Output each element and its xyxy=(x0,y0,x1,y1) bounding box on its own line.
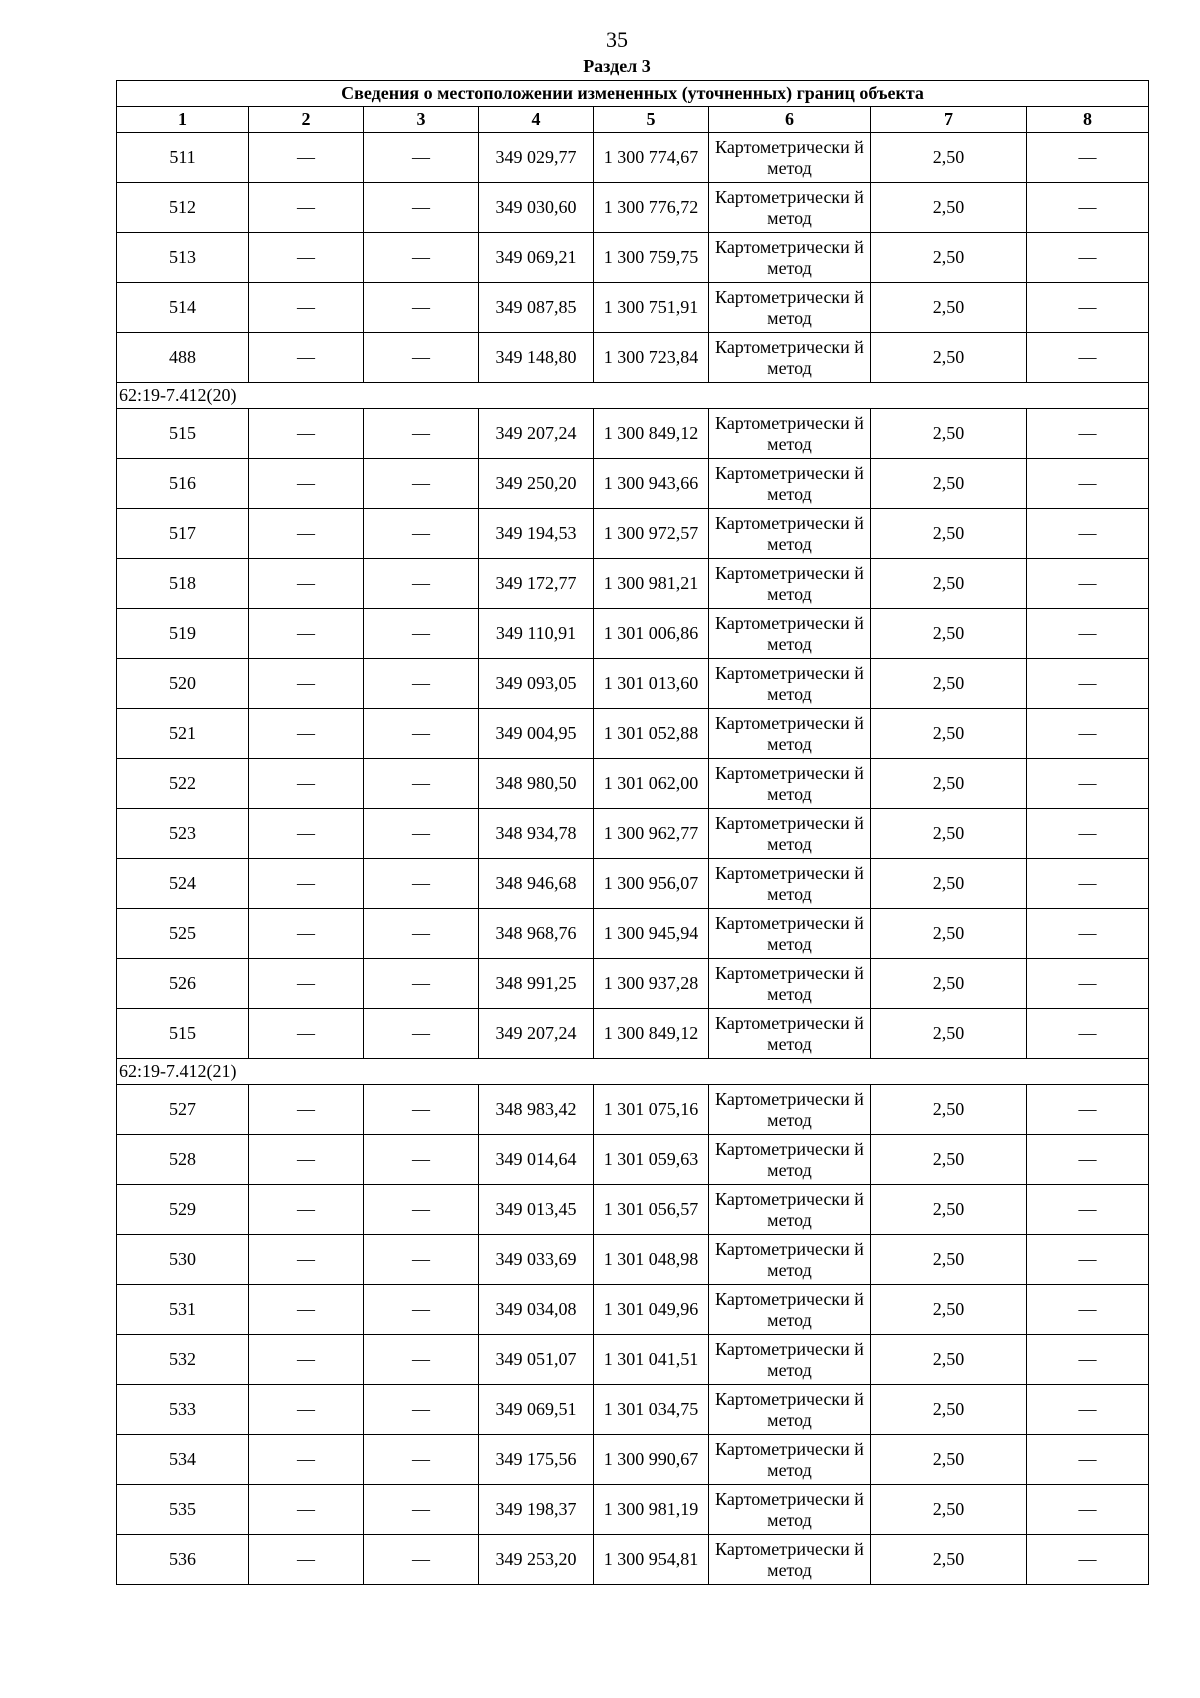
method-cell: Картометрически й метод xyxy=(709,333,871,383)
y-coordinate-cell: 1 300 937,28 xyxy=(594,959,709,1009)
col8-cell: — xyxy=(1027,859,1149,909)
col2-cell: — xyxy=(249,909,364,959)
point-number-cell: 513 xyxy=(117,233,249,283)
y-coordinate-cell: 1 300 849,12 xyxy=(594,409,709,459)
point-number-cell: 531 xyxy=(117,1285,249,1335)
accuracy-cell: 2,50 xyxy=(871,1485,1027,1535)
point-number-cell: 514 xyxy=(117,283,249,333)
table-row xyxy=(117,1135,1149,1185)
col2-cell: — xyxy=(249,133,364,183)
col3-cell: — xyxy=(364,1185,479,1235)
point-number-cell: 517 xyxy=(117,509,249,559)
y-coordinate-cell: 1 300 943,66 xyxy=(594,459,709,509)
table-row xyxy=(117,333,1149,383)
point-number-cell: 530 xyxy=(117,1235,249,1285)
x-coordinate-cell: 349 034,08 xyxy=(479,1285,594,1335)
method-cell: Картометрически й метод xyxy=(709,759,871,809)
table-row xyxy=(117,409,1149,459)
accuracy-cell: 2,50 xyxy=(871,1235,1027,1285)
accuracy-cell: 2,50 xyxy=(871,1285,1027,1335)
col2-cell: — xyxy=(249,959,364,1009)
method-cell: Картометрически й метод xyxy=(709,859,871,909)
y-coordinate-cell: 1 300 981,21 xyxy=(594,559,709,609)
y-coordinate-cell: 1 300 945,94 xyxy=(594,909,709,959)
method-cell: Картометрически й метод xyxy=(709,1285,871,1335)
method-cell: Картометрически й метод xyxy=(709,709,871,759)
x-coordinate-cell: 349 207,24 xyxy=(479,1009,594,1059)
col3-cell: — xyxy=(364,559,479,609)
method-cell: Картометрически й метод xyxy=(709,233,871,283)
col3-cell: — xyxy=(364,183,479,233)
method-cell: Картометрически й метод xyxy=(709,959,871,1009)
x-coordinate-cell: 349 194,53 xyxy=(479,509,594,559)
col8-cell: — xyxy=(1027,659,1149,709)
col2-cell: — xyxy=(249,609,364,659)
col2-cell: — xyxy=(249,1235,364,1285)
x-coordinate-cell: 349 051,07 xyxy=(479,1335,594,1385)
col8-cell: — xyxy=(1027,1535,1149,1585)
col2-cell: — xyxy=(249,659,364,709)
accuracy-cell: 2,50 xyxy=(871,1435,1027,1485)
accuracy-cell: 2,50 xyxy=(871,1009,1027,1059)
point-number-cell: 524 xyxy=(117,859,249,909)
table-row xyxy=(117,183,1149,233)
col8-cell: — xyxy=(1027,333,1149,383)
method-cell: Картометрически й метод xyxy=(709,1085,871,1135)
x-coordinate-cell: 349 013,45 xyxy=(479,1185,594,1235)
column-number-6: 6 xyxy=(709,107,871,133)
table-row xyxy=(117,1485,1149,1535)
point-number-cell: 515 xyxy=(117,1009,249,1059)
x-coordinate-cell: 349 175,56 xyxy=(479,1435,594,1485)
point-number-cell: 523 xyxy=(117,809,249,859)
accuracy-cell: 2,50 xyxy=(871,859,1027,909)
table-row xyxy=(117,283,1149,333)
col3-cell: — xyxy=(364,1435,479,1485)
x-coordinate-cell: 349 069,51 xyxy=(479,1385,594,1435)
point-number-cell: 532 xyxy=(117,1335,249,1385)
point-number-cell: 521 xyxy=(117,709,249,759)
accuracy-cell: 2,50 xyxy=(871,809,1027,859)
col3-cell: — xyxy=(364,133,479,183)
col3-cell: — xyxy=(364,333,479,383)
col3-cell: — xyxy=(364,809,479,859)
column-number-4: 4 xyxy=(479,107,594,133)
col3-cell: — xyxy=(364,509,479,559)
col8-cell: — xyxy=(1027,1235,1149,1285)
method-cell: Картометрически й метод xyxy=(709,559,871,609)
point-number-cell: 512 xyxy=(117,183,249,233)
x-coordinate-cell: 349 004,95 xyxy=(479,709,594,759)
col8-cell: — xyxy=(1027,1285,1149,1335)
point-number-cell: 520 xyxy=(117,659,249,709)
point-number-cell: 488 xyxy=(117,333,249,383)
col2-cell: — xyxy=(249,183,364,233)
y-coordinate-cell: 1 300 972,57 xyxy=(594,509,709,559)
col8-cell: — xyxy=(1027,459,1149,509)
col8-cell: — xyxy=(1027,283,1149,333)
table-row xyxy=(117,559,1149,609)
col8-cell: — xyxy=(1027,609,1149,659)
col2-cell: — xyxy=(249,459,364,509)
table-row xyxy=(117,1435,1149,1485)
y-coordinate-cell: 1 301 034,75 xyxy=(594,1385,709,1435)
col3-cell: — xyxy=(364,1009,479,1059)
y-coordinate-cell: 1 301 041,51 xyxy=(594,1335,709,1385)
y-coordinate-cell: 1 300 774,67 xyxy=(594,133,709,183)
x-coordinate-cell: 349 014,64 xyxy=(479,1135,594,1185)
point-number-cell: 526 xyxy=(117,959,249,1009)
col8-cell: — xyxy=(1027,183,1149,233)
col2-cell: — xyxy=(249,333,364,383)
x-coordinate-cell: 348 946,68 xyxy=(479,859,594,909)
x-coordinate-cell: 349 198,37 xyxy=(479,1485,594,1535)
col3-cell: — xyxy=(364,859,479,909)
col2-cell: — xyxy=(249,233,364,283)
y-coordinate-cell: 1 301 006,86 xyxy=(594,609,709,659)
method-cell: Картометрически й метод xyxy=(709,1385,871,1435)
y-coordinate-cell: 1 300 956,07 xyxy=(594,859,709,909)
col3-cell: — xyxy=(364,233,479,283)
x-coordinate-cell: 349 087,85 xyxy=(479,283,594,333)
accuracy-cell: 2,50 xyxy=(871,1335,1027,1385)
accuracy-cell: 2,50 xyxy=(871,409,1027,459)
column-number-8: 8 xyxy=(1027,107,1149,133)
x-coordinate-cell: 349 030,60 xyxy=(479,183,594,233)
col2-cell: — xyxy=(249,1485,364,1535)
point-number-cell: 529 xyxy=(117,1185,249,1235)
x-coordinate-cell: 348 980,50 xyxy=(479,759,594,809)
col2-cell: — xyxy=(249,559,364,609)
table-row xyxy=(117,1009,1149,1059)
table-row xyxy=(117,659,1149,709)
table-row xyxy=(117,1535,1149,1585)
col3-cell: — xyxy=(364,1085,479,1135)
y-coordinate-cell: 1 301 013,60 xyxy=(594,659,709,709)
column-number-5: 5 xyxy=(594,107,709,133)
group-header-row xyxy=(117,383,1149,409)
table-row xyxy=(117,133,1149,183)
column-number-7: 7 xyxy=(871,107,1027,133)
table-row xyxy=(117,609,1149,659)
accuracy-cell: 2,50 xyxy=(871,709,1027,759)
col3-cell: — xyxy=(364,609,479,659)
col8-cell: — xyxy=(1027,1135,1149,1185)
x-coordinate-cell: 349 253,20 xyxy=(479,1535,594,1585)
point-number-cell: 533 xyxy=(117,1385,249,1435)
column-number-row xyxy=(117,107,1149,133)
col3-cell: — xyxy=(364,1335,479,1385)
column-number-1: 1 xyxy=(117,107,249,133)
col3-cell: — xyxy=(364,959,479,1009)
column-number-2: 2 xyxy=(249,107,364,133)
method-cell: Картометрически й метод xyxy=(709,283,871,333)
col3-cell: — xyxy=(364,1285,479,1335)
page-number: 35 xyxy=(606,27,628,52)
group-label: 62:19-7.412(21) xyxy=(117,1059,1149,1085)
method-cell: Картометрически й метод xyxy=(709,133,871,183)
col2-cell: — xyxy=(249,1085,364,1135)
method-cell: Картометрически й метод xyxy=(709,609,871,659)
x-coordinate-cell: 349 033,69 xyxy=(479,1235,594,1285)
point-number-cell: 528 xyxy=(117,1135,249,1185)
col8-cell: — xyxy=(1027,1085,1149,1135)
col2-cell: — xyxy=(249,409,364,459)
point-number-cell: 516 xyxy=(117,459,249,509)
col3-cell: — xyxy=(364,1535,479,1585)
table-row xyxy=(117,509,1149,559)
method-cell: Картометрически й метод xyxy=(709,1235,871,1285)
col8-cell: — xyxy=(1027,1009,1149,1059)
col3-cell: — xyxy=(364,909,479,959)
accuracy-cell: 2,50 xyxy=(871,1135,1027,1185)
accuracy-cell: 2,50 xyxy=(871,559,1027,609)
col2-cell: — xyxy=(249,1285,364,1335)
x-coordinate-cell: 349 172,77 xyxy=(479,559,594,609)
col8-cell: — xyxy=(1027,1485,1149,1535)
point-number-cell: 525 xyxy=(117,909,249,959)
accuracy-cell: 2,50 xyxy=(871,283,1027,333)
x-coordinate-cell: 349 148,80 xyxy=(479,333,594,383)
point-number-cell: 527 xyxy=(117,1085,249,1135)
x-coordinate-cell: 349 110,91 xyxy=(479,609,594,659)
x-coordinate-cell: 349 069,21 xyxy=(479,233,594,283)
col3-cell: — xyxy=(364,459,479,509)
column-number-3: 3 xyxy=(364,107,479,133)
y-coordinate-cell: 1 301 062,00 xyxy=(594,759,709,809)
col8-cell: — xyxy=(1027,509,1149,559)
col2-cell: — xyxy=(249,1135,364,1185)
table-row xyxy=(117,959,1149,1009)
col8-cell: — xyxy=(1027,909,1149,959)
table-row xyxy=(117,1085,1149,1135)
method-cell: Картометрически й метод xyxy=(709,1335,871,1385)
table-row xyxy=(117,759,1149,809)
col3-cell: — xyxy=(364,409,479,459)
accuracy-cell: 2,50 xyxy=(871,1385,1027,1435)
x-coordinate-cell: 349 093,05 xyxy=(479,659,594,709)
table-row xyxy=(117,1235,1149,1285)
y-coordinate-cell: 1 301 049,96 xyxy=(594,1285,709,1335)
table-row xyxy=(117,1285,1149,1335)
table-row xyxy=(117,1185,1149,1235)
x-coordinate-cell: 349 250,20 xyxy=(479,459,594,509)
method-cell: Картометрически й метод xyxy=(709,1009,871,1059)
method-cell: Картометрически й метод xyxy=(709,183,871,233)
y-coordinate-cell: 1 301 052,88 xyxy=(594,709,709,759)
method-cell: Картометрически й метод xyxy=(709,809,871,859)
table-row xyxy=(117,909,1149,959)
col2-cell: — xyxy=(249,709,364,759)
y-coordinate-cell: 1 300 990,67 xyxy=(594,1435,709,1485)
accuracy-cell: 2,50 xyxy=(871,333,1027,383)
col3-cell: — xyxy=(364,659,479,709)
col8-cell: — xyxy=(1027,959,1149,1009)
table-row xyxy=(117,233,1149,283)
col8-cell: — xyxy=(1027,759,1149,809)
col2-cell: — xyxy=(249,1535,364,1585)
accuracy-cell: 2,50 xyxy=(871,609,1027,659)
point-number-cell: 515 xyxy=(117,409,249,459)
method-cell: Картометрически й метод xyxy=(709,1435,871,1485)
col8-cell: — xyxy=(1027,1435,1149,1485)
col8-cell: — xyxy=(1027,1335,1149,1385)
accuracy-cell: 2,50 xyxy=(871,909,1027,959)
accuracy-cell: 2,50 xyxy=(871,183,1027,233)
accuracy-cell: 2,50 xyxy=(871,133,1027,183)
col2-cell: — xyxy=(249,759,364,809)
boundary-coordinates-table xyxy=(116,80,1149,1585)
point-number-cell: 536 xyxy=(117,1535,249,1585)
col2-cell: — xyxy=(249,859,364,909)
x-coordinate-cell: 349 029,77 xyxy=(479,133,594,183)
y-coordinate-cell: 1 300 759,75 xyxy=(594,233,709,283)
table-body xyxy=(117,133,1149,1585)
method-cell: Картометрически й метод xyxy=(709,1485,871,1535)
accuracy-cell: 2,50 xyxy=(871,1085,1027,1135)
table-row xyxy=(117,459,1149,509)
method-cell: Картометрически й метод xyxy=(709,1135,871,1185)
accuracy-cell: 2,50 xyxy=(871,233,1027,283)
col8-cell: — xyxy=(1027,559,1149,609)
y-coordinate-cell: 1 301 075,16 xyxy=(594,1085,709,1135)
point-number-cell: 535 xyxy=(117,1485,249,1535)
x-coordinate-cell: 348 968,76 xyxy=(479,909,594,959)
y-coordinate-cell: 1 300 723,84 xyxy=(594,333,709,383)
table-caption: Сведения о местоположении измененных (уточненных) границ объекта xyxy=(117,81,1149,107)
col2-cell: — xyxy=(249,1185,364,1235)
method-cell: Картометрически й метод xyxy=(709,1185,871,1235)
col8-cell: — xyxy=(1027,1185,1149,1235)
accuracy-cell: 2,50 xyxy=(871,959,1027,1009)
col3-cell: — xyxy=(364,1385,479,1435)
table-row xyxy=(117,859,1149,909)
point-number-cell: 519 xyxy=(117,609,249,659)
group-header-row xyxy=(117,1059,1149,1085)
col3-cell: — xyxy=(364,1135,479,1185)
accuracy-cell: 2,50 xyxy=(871,1535,1027,1585)
col8-cell: — xyxy=(1027,1385,1149,1435)
col3-cell: — xyxy=(364,283,479,333)
y-coordinate-cell: 1 301 048,98 xyxy=(594,1235,709,1285)
table-row xyxy=(117,1385,1149,1435)
method-cell: Картометрически й метод xyxy=(709,459,871,509)
col8-cell: — xyxy=(1027,809,1149,859)
x-coordinate-cell: 348 983,42 xyxy=(479,1085,594,1135)
method-cell: Картометрически й метод xyxy=(709,659,871,709)
col2-cell: — xyxy=(249,1335,364,1385)
method-cell: Картометрически й метод xyxy=(709,509,871,559)
col8-cell: — xyxy=(1027,709,1149,759)
table-row xyxy=(117,709,1149,759)
accuracy-cell: 2,50 xyxy=(871,1185,1027,1235)
col2-cell: — xyxy=(249,1385,364,1435)
y-coordinate-cell: 1 300 954,81 xyxy=(594,1535,709,1585)
x-coordinate-cell: 348 991,25 xyxy=(479,959,594,1009)
y-coordinate-cell: 1 301 056,57 xyxy=(594,1185,709,1235)
accuracy-cell: 2,50 xyxy=(871,509,1027,559)
col2-cell: — xyxy=(249,509,364,559)
group-label: 62:19-7.412(20) xyxy=(117,383,1149,409)
y-coordinate-cell: 1 300 776,72 xyxy=(594,183,709,233)
accuracy-cell: 2,50 xyxy=(871,659,1027,709)
method-cell: Картометрически й метод xyxy=(709,409,871,459)
y-coordinate-cell: 1 300 751,91 xyxy=(594,283,709,333)
col2-cell: — xyxy=(249,809,364,859)
point-number-cell: 518 xyxy=(117,559,249,609)
col3-cell: — xyxy=(364,1235,479,1285)
point-number-cell: 511 xyxy=(117,133,249,183)
col3-cell: — xyxy=(364,1485,479,1535)
col2-cell: — xyxy=(249,283,364,333)
y-coordinate-cell: 1 300 849,12 xyxy=(594,1009,709,1059)
point-number-cell: 522 xyxy=(117,759,249,809)
col3-cell: — xyxy=(364,709,479,759)
x-coordinate-cell: 348 934,78 xyxy=(479,809,594,859)
point-number-cell: 534 xyxy=(117,1435,249,1485)
y-coordinate-cell: 1 300 981,19 xyxy=(594,1485,709,1535)
table-row xyxy=(117,809,1149,859)
accuracy-cell: 2,50 xyxy=(871,759,1027,809)
table-row xyxy=(117,1335,1149,1385)
accuracy-cell: 2,50 xyxy=(871,459,1027,509)
y-coordinate-cell: 1 300 962,77 xyxy=(594,809,709,859)
col8-cell: — xyxy=(1027,133,1149,183)
method-cell: Картометрически й метод xyxy=(709,909,871,959)
col2-cell: — xyxy=(249,1435,364,1485)
method-cell: Картометрически й метод xyxy=(709,1535,871,1585)
col2-cell: — xyxy=(249,1009,364,1059)
section-title: Раздел 3 xyxy=(583,56,651,76)
x-coordinate-cell: 349 207,24 xyxy=(479,409,594,459)
col3-cell: — xyxy=(364,759,479,809)
col8-cell: — xyxy=(1027,233,1149,283)
col8-cell: — xyxy=(1027,409,1149,459)
y-coordinate-cell: 1 301 059,63 xyxy=(594,1135,709,1185)
